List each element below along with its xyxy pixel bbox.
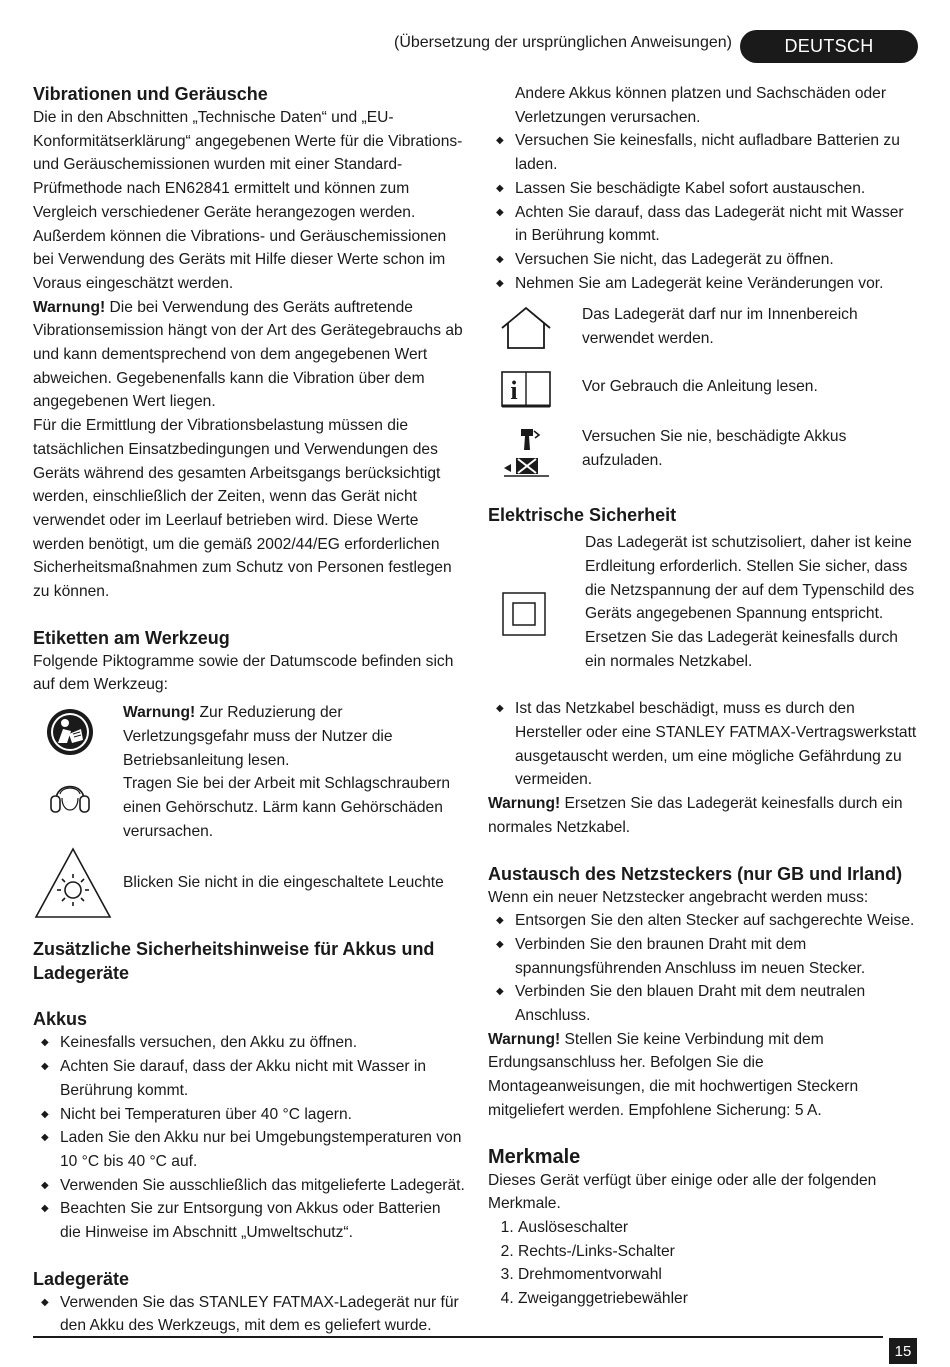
list-item: ◆ Lassen Sie beschädigte Kabel sofort austauschen. <box>488 177 920 201</box>
list-item: 3. Drehmomentvorwahl <box>518 1263 920 1287</box>
plug-intro: Wenn ein neuer Netzstecker angebracht werden muss: <box>488 888 869 906</box>
list-item: 4. Zweiganggetriebewähler <box>518 1287 920 1311</box>
pictogram-text: Vor Gebrauch die Anleitung lesen. <box>582 378 818 396</box>
translation-note: (Übersetzung der ursprünglichen Anweisungen) <box>394 34 732 51</box>
battery-list <box>33 1031 465 1244</box>
list-item: ◆ Versuchen Sie nicht, das Ladegerät zu öffnen. <box>488 248 920 272</box>
book-info-icon <box>494 359 558 419</box>
warning-text: Die bei Verwendung des Geräts auftretende Vibrationsemission hängt von der Art des Gerätegebrauchs ab und kann dementsprechend von dem angegebenen Wert abweichen. Gegebenenfalls kann die Vibration über dem angegebenen Wert liegen. <box>33 298 463 411</box>
pictogram-damaged-battery <box>488 425 920 481</box>
pictogram-ear-protection <box>33 772 465 843</box>
footer-divider <box>33 1336 883 1338</box>
warning-label: Warnung! <box>123 704 196 722</box>
list-item: ◆ Keinesfalls versuchen, den Akku zu öffnen. <box>33 1031 465 1055</box>
section-title-batteries: Akkus <box>33 1009 88 1030</box>
list-item: 1. Auslöseschalter <box>518 1216 920 1240</box>
damaged-battery-icon <box>494 425 558 481</box>
list-item: ◆ Verwenden Sie das STANLEY FATMAX-Ladegerät nur für den Akku des Werkzeugs, mit dem es geliefert wurde. <box>33 1291 465 1338</box>
list-item: 2. Rechts-/Links-Schalter <box>518 1240 920 1264</box>
section-title-vibration: Vibrationen und Geräusche <box>33 84 268 104</box>
list-item: ◆ Beachten Sie zur Entsorgung von Akkus oder Batterien die Hinweise im Abschnitt „Umweltschutz“. <box>33 1197 465 1244</box>
list-item: ◆ Achten Sie darauf, dass der Akku nicht mit Wasser in Berührung kommt. <box>33 1055 465 1102</box>
section-title-chargers: Ladegeräte <box>33 1268 130 1289</box>
warning-text: Stellen Sie keine Verbindung mit dem Erdungsanschluss her. Befolgen Sie die Montageanweisungen, die mit hochwertigen Steckern mitgeliefert werden. Empfohlene Sicherung: 5 A. <box>488 1030 859 1119</box>
electrical-safety-text: Das Ladegerät ist schutzisoliert, daher ist keine Erdleitung erforderlich. Stellen Sie sicher, dass die Netzspannung der auf dem Typenschild des Geräts angegebenen Spannung entspricht. Ersetzen Sie das Ladegerät keinesfalls durch ein normales Netzkabel. <box>585 534 915 670</box>
svg-text:i: i <box>510 376 518 406</box>
section-title-electrical-safety: Elektrische Sicherheit <box>488 505 677 526</box>
pictogram-text: Versuchen Sie nie, beschädigte Akkus aufzuladen. <box>582 428 847 470</box>
list-item: ◆ Entsorgen Sie den alten Stecker auf sachgerechte Weise. <box>488 909 920 933</box>
pictogram-read-manual <box>33 701 465 772</box>
list-item: ◆ Verbinden Sie den braunen Draht mit dem spannungsführenden Anschluss im neuen Stecker. <box>488 933 920 980</box>
section-title-additional-safety: Zusätzliche Sicherheitshinweise für Akkus und Ladegeräte <box>33 939 435 984</box>
list-item: ◆ Nicht bei Temperaturen über 40 °C lagern. <box>33 1103 465 1127</box>
warning-label: Warnung! <box>488 795 561 813</box>
section-title-labels: Etiketten am Werkzeug <box>33 627 230 648</box>
pictogram-text: Das Ladegerät darf nur im Innenbereich verwendet werden. <box>582 306 858 348</box>
list-item: ◆ Achten Sie darauf, dass das Ladegerät nicht mit Wasser in Berührung kommt. <box>488 201 920 248</box>
vibration-text: Die in den Abschnitten „Technische Daten“ und „EU-Konformitätserklärung“ angegebenen Werte für die Vibrations- und Geräuschemissionen wurden mit einer Standard-Prüfmethode nach EN62841 ermittelt und können zum Vergleich verschiedener Geräte herangezogen werden. Außerdem können die Vibrations- und Geräuschemissionen bei Verwendung des Geräts mit Hilfe dieser Werte schon im Voraus eingeschätzt werden. <box>33 109 463 292</box>
warning-text: Ersetzen Sie das Ladegerät keinesfalls durch ein normales Netzkabel. <box>488 795 903 836</box>
plug-warning <box>488 1028 920 1123</box>
list-item: ◆ Verbinden Sie den blauen Draht mit dem neutralen Anschluss. <box>488 980 920 1027</box>
right-column <box>488 82 920 1311</box>
pictogram-light-warning <box>33 845 465 921</box>
house-icon <box>494 303 558 353</box>
charger-list <box>33 1291 465 1338</box>
charger-list-continued <box>488 129 920 295</box>
double-insulation-icon <box>494 531 554 697</box>
double-insulation-block <box>488 531 920 697</box>
section-title-plug-replacement: Austausch des Netzsteckers (nur GB und Irland) <box>488 863 903 884</box>
vibration-warning <box>33 296 465 415</box>
left-column <box>33 82 465 1338</box>
electrical-warning <box>488 792 920 839</box>
list-item: ◆ Laden Sie den Akku nur bei Umgebungstemperaturen von 10 °C bis 40 °C auf. <box>33 1126 465 1173</box>
list-item: ◆ Versuchen Sie keinesfalls, nicht aufladbare Batterien zu laden. <box>488 129 920 176</box>
warning-label: Warnung! <box>33 298 106 316</box>
labels-intro: Folgende Piktogramme sowie der Datumscode befinden sich auf dem Werkzeug: <box>33 652 454 694</box>
read-manual-icon <box>39 701 101 763</box>
continued-text: Andere Akkus können platzen und Sachschäden oder Verletzungen verursachen. <box>515 85 887 126</box>
pictogram-read-instructions <box>488 359 920 419</box>
list-item: ◆ Ist das Netzkabel beschädigt, muss es durch den Hersteller oder eine STANLEY FATMAX-Vertragswerkstatt ausgetauscht werden, um eine mögliche Gefährdung zu vermeiden. <box>488 697 920 792</box>
features-intro: Dieses Gerät verfügt über einige oder alle der folgenden Merkmale. <box>488 1171 877 1213</box>
warning-label: Warnung! <box>488 1030 561 1048</box>
features-list <box>488 1216 920 1311</box>
ear-protection-icon <box>39 772 101 822</box>
pictogram-text: Zur Reduzierung der Verletzungsgefahr muss der Nutzer die Betriebsanleitung lesen. <box>123 704 393 769</box>
plug-list <box>488 909 920 1028</box>
page-number: 15 <box>889 1338 917 1364</box>
electrical-safety-list <box>488 697 920 792</box>
pictogram-text: Blicken Sie nicht in die eingeschaltete Leuchte <box>123 874 444 892</box>
vibration-text-2: Für die Ermittlung der Vibrationsbelastung müssen die tatsächlichen Einsatzbedingungen und Verwendungen des Geräts während des gesamten Arbeitsgangs berücksichtigt werden, einschließlich der Zeiten, wenn das Gerät nicht verwendet oder im Leerlauf betrieben wird. Diese Werte werden benötigt, um die gemäß 2002/44/EG erforderlichen Sicherheitsmaßnahmen zum Schutz von Personen festlegen zu können. <box>33 417 452 601</box>
pictogram-indoor-only <box>488 303 920 353</box>
pictogram-text: Tragen Sie bei der Arbeit mit Schlagschraubern einen Gehörschutz. Lärm kann Gehörschäden verursachen. <box>123 775 451 840</box>
language-badge: DEUTSCH <box>740 30 918 63</box>
light-warning-icon <box>33 845 113 921</box>
list-item: ◆ Nehmen Sie am Ladegerät keine Veränderungen vor. <box>488 272 920 296</box>
list-item: ◆ Verwenden Sie ausschließlich das mitgelieferte Ladegerät. <box>33 1174 465 1198</box>
section-title-features: Merkmale <box>488 1145 581 1168</box>
